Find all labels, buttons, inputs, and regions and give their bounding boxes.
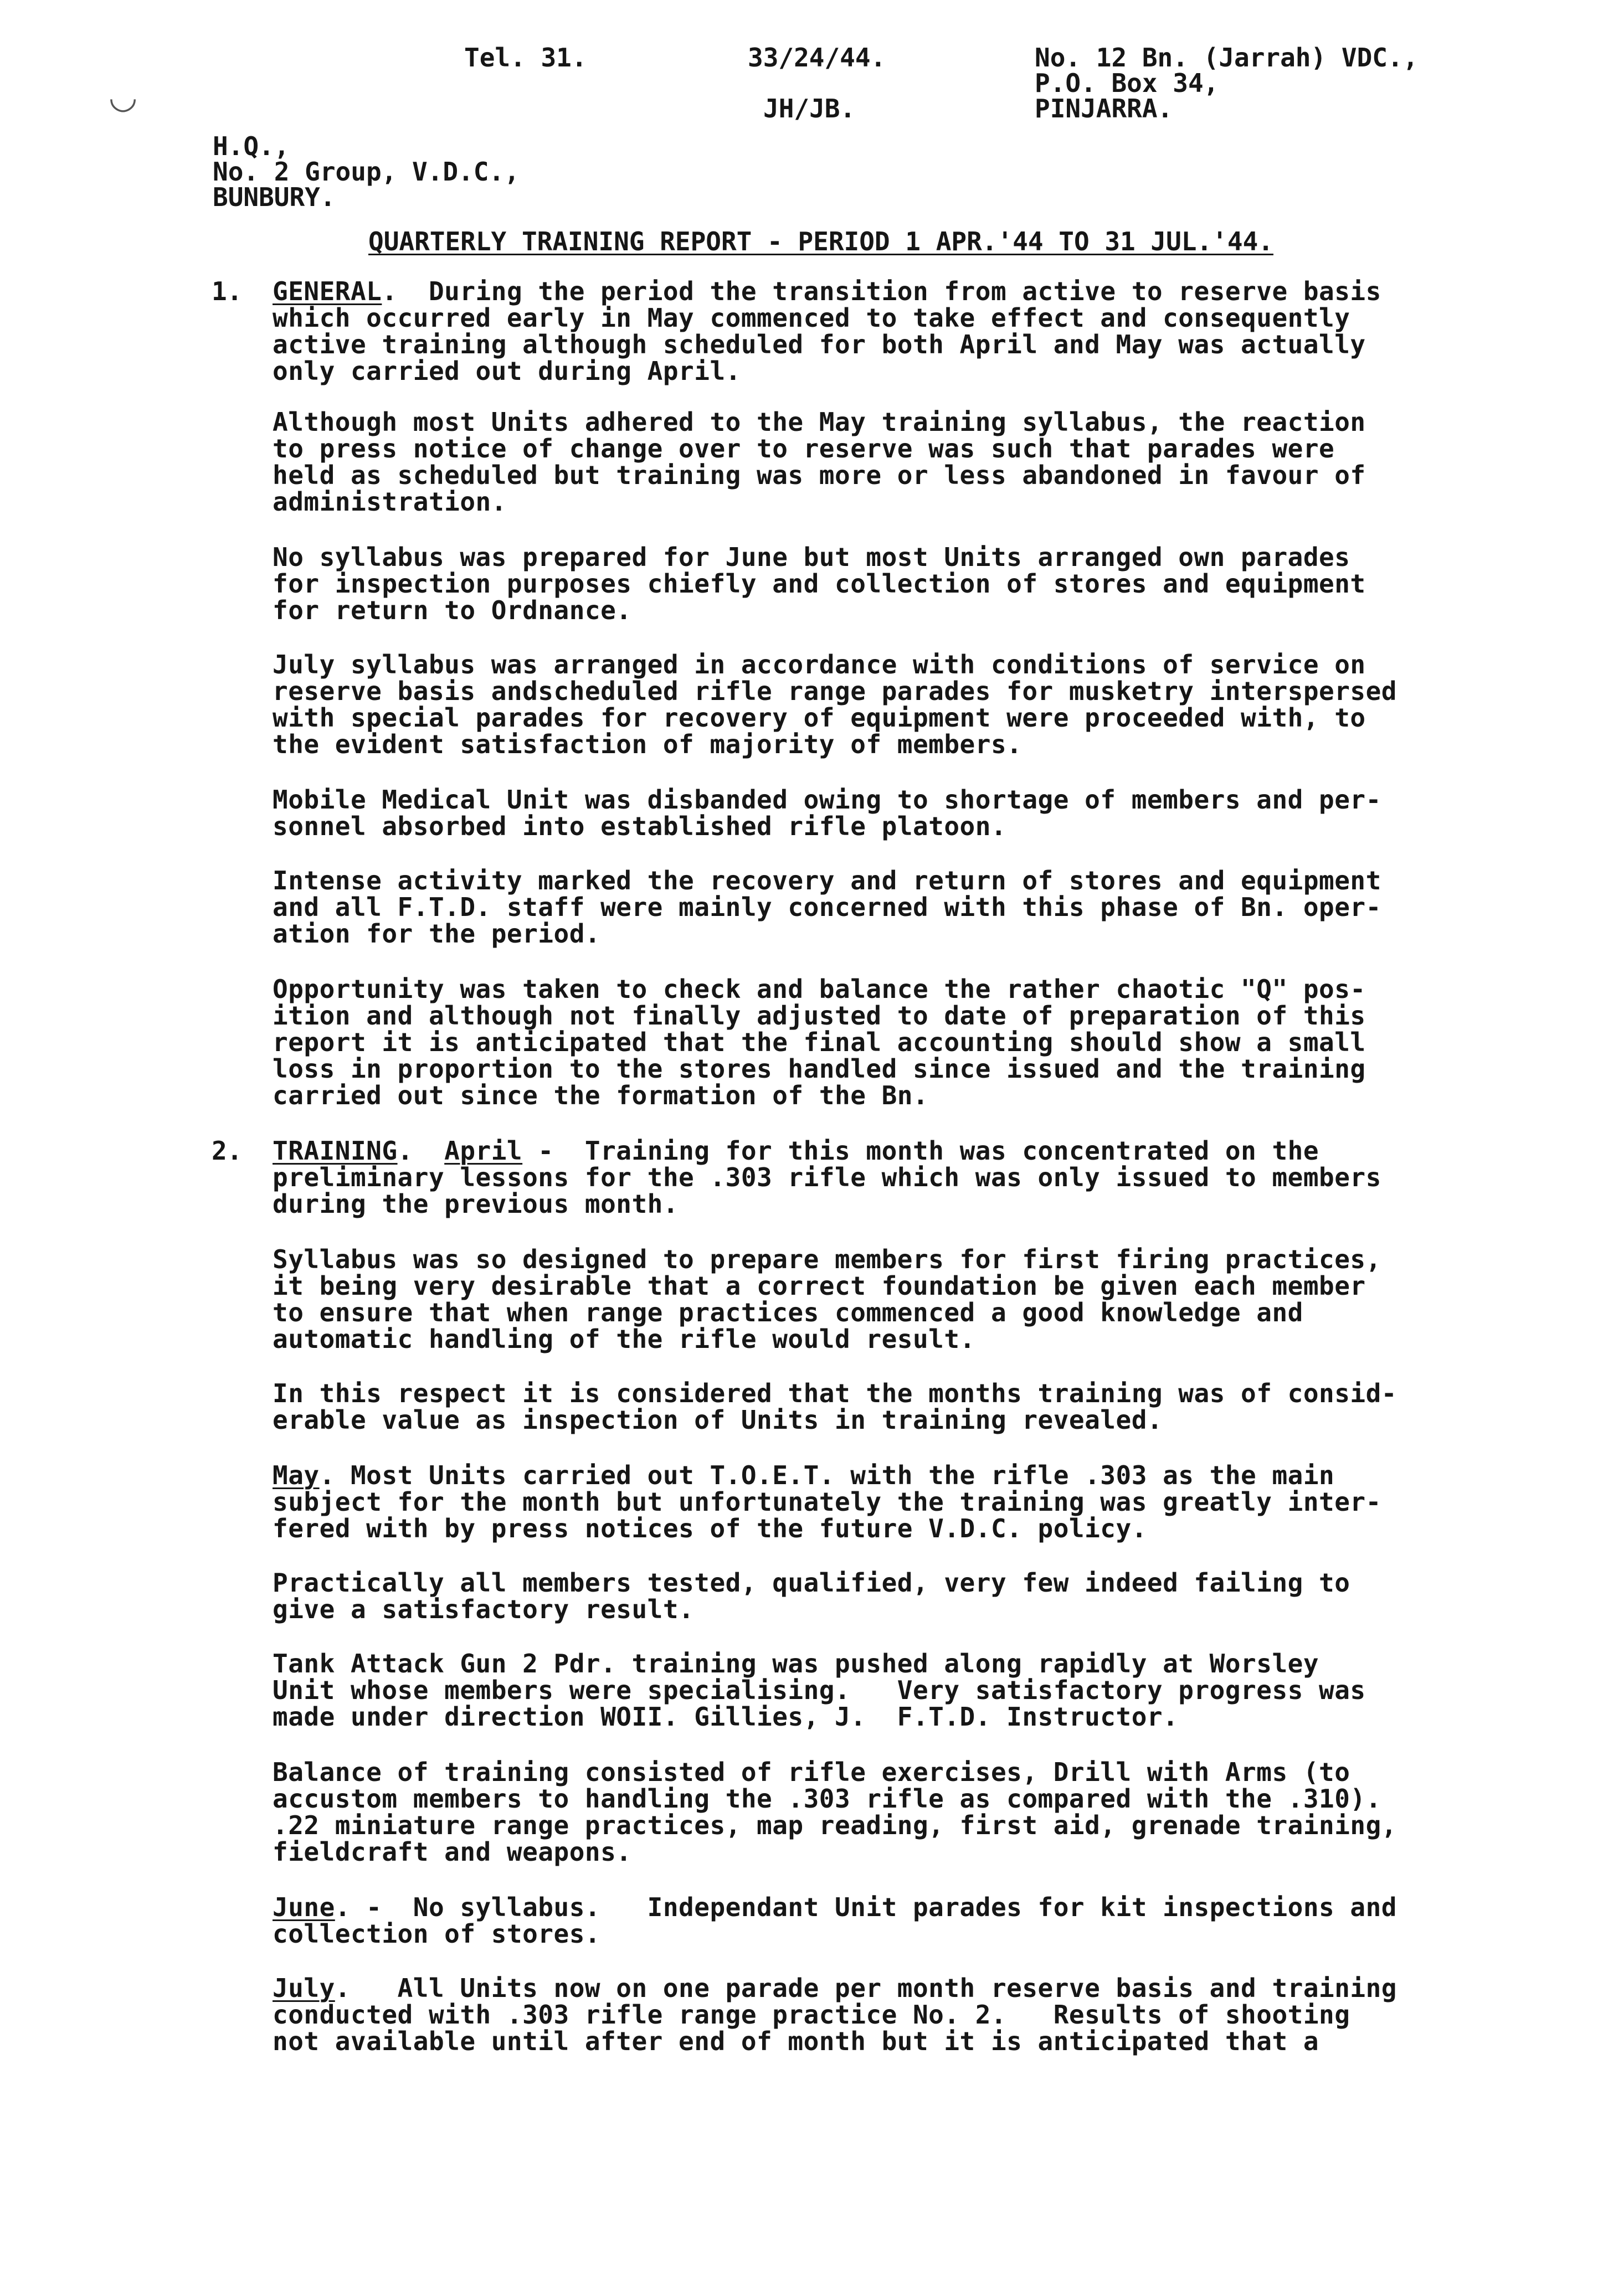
section-1-number: 1. xyxy=(212,276,243,306)
july-label: July xyxy=(273,1973,335,2003)
section-2-heading: TRAINING xyxy=(273,1136,398,1166)
section-2-may-line: subject for the month but unfortunately the training was greatly inter- xyxy=(273,1487,1381,1517)
section-1-p7-line: loss in proportion to the stores handled since issued and the training xyxy=(273,1054,1366,1084)
section-1-heading: GENERAL xyxy=(273,276,382,306)
header-town: PINJARRA. xyxy=(1035,94,1173,123)
section-1-p7-line: carried out since the formation of the Bn. xyxy=(273,1080,929,1110)
section-2-p7-line: .22 miniature range practices, map reading, first aid, grenade training, xyxy=(273,1810,1397,1840)
section-2-p6-line: Unit whose members were specialising. Very satisfactory progress was xyxy=(273,1675,1366,1705)
section-1-p3-line: No syllabus was prepared for June but most Units arranged own parades xyxy=(273,542,1350,572)
section-2-p3-line: In this respect it is considered that the months training was of consid- xyxy=(273,1378,1397,1408)
section-1-p2-line: held as scheduled but training was more or less abandoned in favour of xyxy=(273,460,1366,490)
section-2-may-first-line: May. Most Units carried out T.O.E.T. with the rifle .303 as the main xyxy=(273,1460,1335,1490)
june-label: June xyxy=(273,1892,335,1922)
section-2-p5-line: Practically all members tested, qualified, very few indeed failing to xyxy=(273,1568,1350,1598)
section-2-july-first-line: July. All Units now on one parade per month reserve basis and training xyxy=(273,1973,1397,2003)
section-1-p2-line: Although most Units adhered to the May training syllabus, the reaction xyxy=(273,407,1366,437)
report-title: QUARTERLY TRAINING REPORT - PERIOD 1 APR.'44 TO 31 JUL.'44. xyxy=(368,226,1273,256)
section-1-p6-line: Intense activity marked the recovery and return of stores and equipment xyxy=(273,866,1381,895)
section-2-june-line: collection of stores. xyxy=(273,1919,601,1949)
section-2-p2-line: it being very desirable that a correct foundation be given each member xyxy=(273,1271,1366,1301)
addressee-line-3: BUNBURY. xyxy=(213,182,336,212)
section-2-p2-line: Syllabus was so designed to prepare members for first firing practices, xyxy=(273,1244,1381,1274)
section-2-p7-line: Balance of training consisted of rifle exercises, Drill with Arms (to xyxy=(273,1757,1350,1787)
addressee-line-1: H.Q., xyxy=(213,131,290,161)
section-2-p6-line: made under direction WOII. Gillies, J. F.T.D. Instructor. xyxy=(273,1702,1179,1732)
section-2-p7-line: fieldcraft and weapons. xyxy=(273,1837,632,1867)
section-2-p2-line: automatic handling of the rifle would result. xyxy=(273,1324,975,1354)
section-2-p6-line: Tank Attack Gun 2 Pdr. training was pushed along rapidly at Worsley xyxy=(273,1649,1319,1679)
section-1-p5-line: Mobile Medical Unit was disbanded owing to shortage of members and per- xyxy=(273,785,1381,815)
header-tel: Tel. 31. xyxy=(464,43,587,73)
header-battalion: No. 12 Bn. (Jarrah) VDC., xyxy=(1035,43,1419,73)
section-1-p7-line: Opportunity was taken to check and balance the rather chaotic "Q" pos- xyxy=(273,974,1366,1004)
section-2-may-line: fered with by press notices of the future V.D.C. policy. xyxy=(273,1513,1147,1543)
section-1-p6-line: ation for the period. xyxy=(273,919,601,949)
section-1-p5-line: sonnel absorbed into established rifle platoon. xyxy=(273,811,1007,841)
header-po-box: P.O. Box 34, xyxy=(1035,68,1219,98)
addressee-line-2: No. 2 Group, V.D.C., xyxy=(213,157,520,187)
section-2-number: 2. xyxy=(212,1136,243,1166)
section-1-p4-line: July syllabus was arranged in accordance with conditions of service on xyxy=(273,650,1366,679)
section-1-p1-line: only carried out during April. xyxy=(273,356,741,386)
may-label: May xyxy=(273,1460,320,1490)
section-2-p3-line: erable value as inspection of Units in training revealed. xyxy=(273,1405,1163,1435)
section-2-p2-line: to ensure that when range practices commenced a good knowledge and xyxy=(273,1298,1303,1327)
april-label: April xyxy=(444,1136,523,1166)
section-2-p5-line: give a satisfactory result. xyxy=(273,1594,695,1624)
section-1-p3-line: for return to Ordnance. xyxy=(273,595,632,625)
section-2-july-line: not available until after end of month but it is anticipated that a xyxy=(273,2026,1319,2056)
section-2-p7-line: accustom members to handling the .303 rifle as compared with the .310). xyxy=(273,1784,1381,1814)
section-2-april-line: preliminary lessons for the .303 rifle which was only issued to members xyxy=(273,1162,1381,1192)
section-2-first-line: TRAINING. April - Training for this month was concentrated on the xyxy=(273,1136,1319,1166)
section-1-p7-line: ition and although not finally adjusted to date of preparation of this xyxy=(273,1001,1366,1031)
section-1-p4-line: reserve basis andscheduled rifle range parades for musketry interspersed xyxy=(273,676,1397,706)
section-2-april-line: during the previous month. xyxy=(273,1189,679,1219)
section-2-july-line: conducted with .303 rifle range practice No. 2. Results of shooting xyxy=(273,2000,1350,2030)
section-1-p6-line: and all F.T.D. staff were mainly concerned with this phase of Bn. oper- xyxy=(273,892,1381,922)
section-1-p2-line: to press notice of change over to reserve was such that parades were xyxy=(273,434,1335,464)
section-1-p1-line: which occurred early in May commenced to take effect and consequently xyxy=(273,303,1350,333)
section-2-june-first-line: June. - No syllabus. Independant Unit parades for kit inspections and xyxy=(273,1892,1397,1922)
section-1-first-line: GENERAL. During the period the transition from active to reserve basis xyxy=(273,276,1381,306)
section-1-p4-line: with special parades for recovery of equipment were proceeded with, to xyxy=(273,703,1366,733)
section-1-p1-line: active training although scheduled for both April and May was actually xyxy=(273,330,1366,359)
section-1-p3-line: for inspection purposes chiefly and collection of stores and equipment xyxy=(273,569,1366,599)
header-initials: JH/JB. xyxy=(763,94,856,123)
header-reference: 33/24/44. xyxy=(748,43,886,73)
section-1-p4-line: the evident satisfaction of majority of members. xyxy=(273,729,1023,759)
binder-hole-mark: ◡ xyxy=(109,78,138,116)
section-1-p2-line: administration. xyxy=(273,487,507,517)
section-1-p7-line: report it is anticipated that the final accounting should show a small xyxy=(273,1027,1366,1057)
